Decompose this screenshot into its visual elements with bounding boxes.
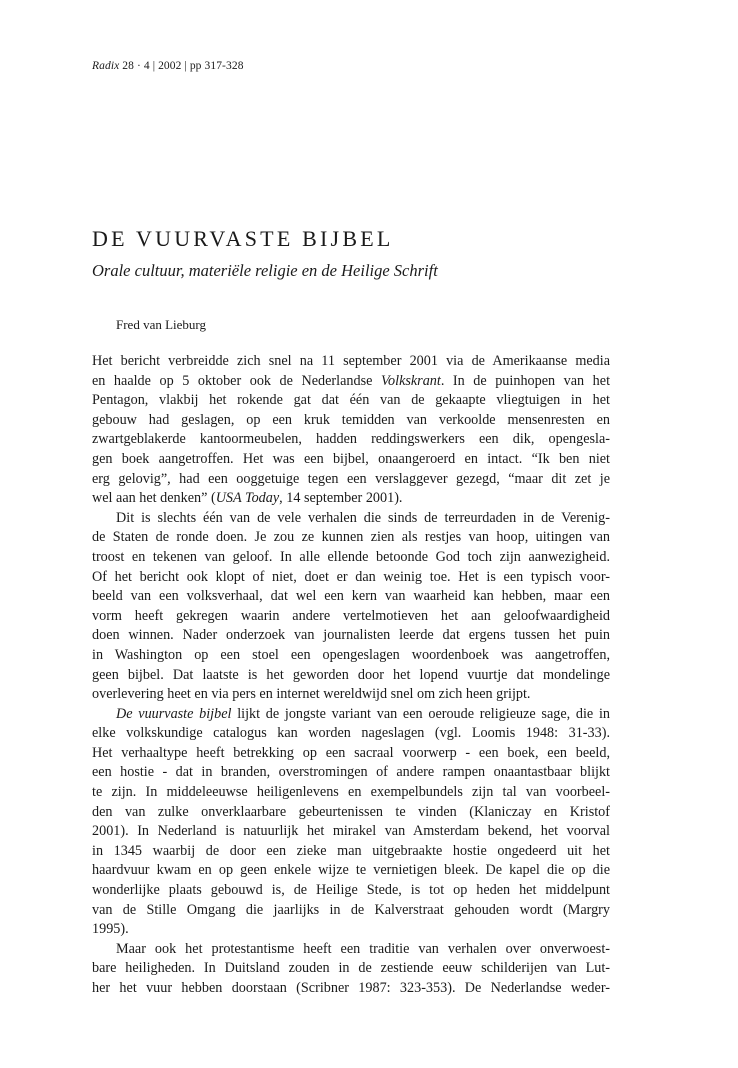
text-run: haardvuur kwam en op geen enkele wijze te vernietigen bleek. De kapel die op die [92,862,610,879]
text-run: Het bericht verbreidde zich snel na 11 september 2001 via de Amerikaanse media [92,353,610,369]
italic-run: De vuurvaste bijbel [116,705,232,722]
body-line [92,842,610,862]
text-run: Dit is slechts één van de vele verhalen die sinds de terreurdaden in de Verenig- [116,509,610,526]
body-line [92,822,610,842]
text-run: 1995). [92,921,129,938]
text-run: gen boek aangetroffen. Het was een bijbel, onaangeroerd en intact. “Ik ben niet [92,450,610,467]
journal-name: Radix [92,60,120,72]
text-run: vorm heeft gekregen waarin andere vertelmotieven het aan geloofwaardigheid [92,607,610,624]
body-line [92,450,610,470]
body-line [92,724,610,744]
body-line [92,411,610,431]
text-run: troost en tekenen van geloof. In alle ellende betoonde God toch zijn aanwezigheid. [92,548,610,565]
text-run: Of het bericht ook klopt of niet, doet er dan weinig toe. Het is een typisch voor- [92,568,610,585]
body-line [92,979,610,999]
body-line [92,940,610,960]
text-run: van de Stille Omgang die jaarlijks in de Kalverstraat gehouden wordt (Margry [92,901,610,918]
text-run: her het vuur hebben doorstaan (Scribner 1987: 323-353). De Nederlandse weder- [92,980,610,996]
text-run: den van zulke onverklaarbare gebeurtenissen te vinden (Klaniczay en Kristof [92,803,610,820]
article-title: DE VUURVASTE BIJBEL [92,226,394,251]
author-name: Fred van Lieburg [116,317,207,332]
text-run: erg gelovig”, had een ooggetuige tegen een verslaggever gezegd, “maar dit zet je [92,470,610,487]
text-run: elke volkskundige catalogus kan worden nageslagen (vgl. Loomis 1948: 31-33). [92,725,610,742]
body-line [92,646,610,666]
body-text [92,352,610,999]
body-line [92,352,610,372]
text-run: Maar ook het protestantisme heeft een traditie van verhalen over onverwoest- [116,940,610,957]
body-line [92,803,610,823]
text-run: , 14 september 2001). [279,490,403,507]
text-run: de Staten de ronde doen. Je zou ze kunnen zien als restjes van hoop, uitingen van [92,529,610,546]
italic-run: USA Today [215,490,280,507]
running-header [92,60,244,72]
text-run: wel aan het denken” ( [92,490,216,507]
body-line [92,626,610,646]
text-run: geen bijbel. Dat laatste is het geworden door het lopend vuurtje dat mondelinge [92,666,610,683]
body-line [92,959,610,979]
text-run: Pentagon, vlakbij het rokende gat dat één van de gekaapte vliegtuigen in het [92,392,610,409]
text-run: . In de puinhopen van het [440,372,611,389]
text-run: een hostie - dat in branden, overstromingen of andere rampen onaantastbaar blijkt [92,764,610,781]
body-line [92,528,610,548]
body-line [92,763,610,783]
text-run: in Washington op een stoel een opengeslagen woordenboek was aangetroffen, [92,646,610,663]
article-subtitle: Orale cultuur, materiële religie en de Heilige Schrift [92,261,438,280]
text-run: te zijn. In middeleeuwse heiligenlevens en exempelbundels zijn tal van voorbeel- [92,784,610,801]
body-line [92,391,610,411]
body-line [92,861,610,881]
italic-run: Volkskrant [380,372,441,389]
body-line [92,509,610,529]
body-line [92,430,610,450]
text-run: zwartgeblakerde kantoormeubelen, hadden reddingswerkers een dik, opengesla- [92,431,610,448]
body-line [92,685,610,705]
body-line [92,705,610,725]
text-run: gebouw had geslagen, op een kruk temidden van verkoolde mensenresten en [92,411,610,428]
body-line [92,587,610,607]
body-line [92,783,610,803]
text-run: beeld van een volksverhaal, dat wel een kern van waarheid kan hebben, maar een [92,588,610,605]
body-line [92,607,610,627]
text-run: 2001). In Nederland is natuurlijk het mirakel van Amsterdam bekend, het voorval [92,823,610,840]
body-line [92,548,610,568]
text-run: bare heiligheden. In Duitsland zouden in de zestiende eeuw schilderijen van Lut- [92,960,610,977]
body-line [92,470,610,490]
text-run: wonderlijke plaats gebouwd is, de Heilige Stede, is tot op heden het middelpunt [92,882,610,899]
body-line [92,901,610,921]
body-line [92,920,610,940]
text-run: in 1345 waarbij de door een zieke man uitgebraakte hostie ongedeerd uit het [92,842,610,859]
text-run: overlevering heet en via pers en internet wereldwijd snel om zich heen grijpt. [92,686,531,703]
body-line [92,666,610,686]
body-line [92,881,610,901]
text-run: lijkt de jongste variant van een oeroude religieuze sage, die in [231,705,610,722]
body-line [92,372,610,392]
body-line [92,744,610,764]
text-run: Het verhaaltype heeft betrekking op een sacraal voorwerp - een boek, een beeld, [92,744,610,761]
text-run: en haalde op 5 oktober ook de Nederlandse [92,372,381,389]
journal-details: 28 · 4 | 2002 | pp 317-328 [119,60,244,72]
text-run: doen winnen. Nader onderzoek van journalisten leerde dat ergens tussen het puin [92,627,610,644]
body-line [92,489,610,509]
body-line [92,568,610,588]
